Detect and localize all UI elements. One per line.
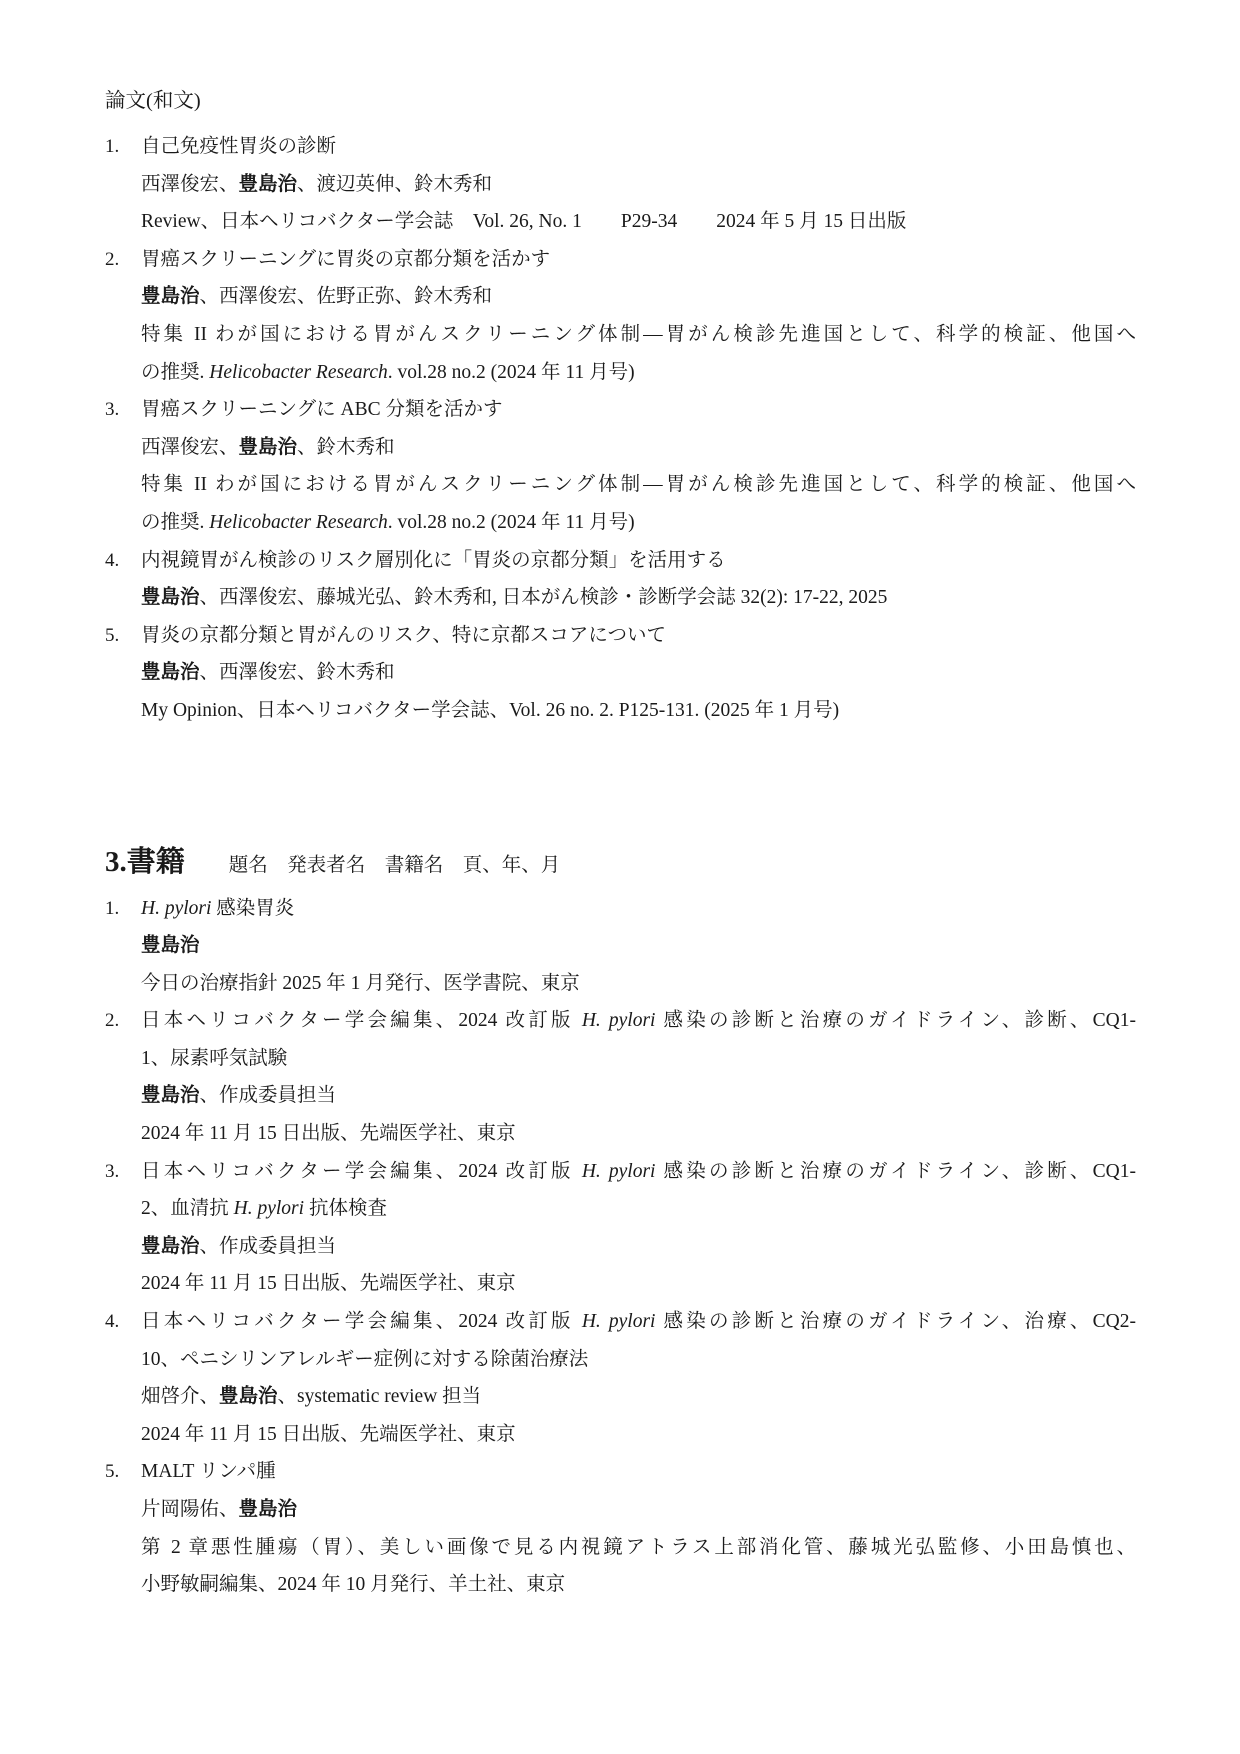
text-run: 第 2 章悪性腫瘍（胃）、美しい画像で見る内視鏡アトラス上部消化管、藤城光弘監修、小田島慎也、 (141, 1536, 1136, 1558)
text-run: 豊島治 (141, 587, 200, 609)
text-run: 、作成委員担当 (199, 1235, 337, 1257)
book-item (105, 1153, 1136, 1303)
text-run: 内視鏡胃がん検診のリスク層別化に「胃炎の京都分類」を活用する (141, 549, 726, 571)
text-run: MALT リンパ腫 (141, 1461, 276, 1483)
paper-item (105, 128, 1136, 241)
papers-section-heading: 論文(和文) (105, 90, 201, 112)
text-run: H. pylori (141, 897, 212, 919)
text-run: Helicobacter Research (209, 511, 388, 533)
item-line (141, 466, 1136, 504)
paper-item-body (141, 617, 1136, 730)
item-line (141, 1265, 1136, 1303)
item-line (141, 927, 1136, 965)
text-run: H. pylori (581, 1311, 656, 1333)
books-section (105, 842, 1136, 1604)
books-section-heading (105, 842, 1136, 882)
item-line (141, 1378, 1136, 1416)
item-number: 3. (105, 399, 120, 421)
text-run: 胃癌スクリーニングに ABC 分類を活かす (141, 399, 503, 421)
item-line (141, 203, 1136, 241)
text-run: 胃癌スクリーニングに胃炎の京都分類を活かす (141, 248, 551, 270)
item-line (141, 166, 1136, 204)
text-run: 2024 年 11 月 15 日出版、先端医学社、東京 (141, 1123, 516, 1145)
item-line (141, 692, 1136, 730)
text-run: 豊島治 (141, 1085, 200, 1107)
text-run: 2、血清抗 (141, 1198, 234, 1220)
book-item-body (141, 890, 1136, 1003)
text-run: 感染胃炎 (211, 897, 295, 919)
text-run: . vol.28 no.2 (2024 年 11 月号) (387, 361, 635, 383)
text-run: 日本ヘリコバクター学会編集、2024 改訂版 (141, 1010, 582, 1032)
book-item-body (141, 1303, 1136, 1453)
text-run: H. pylori (581, 1160, 656, 1182)
text-run: 、西澤俊宏、鈴木秀和 (199, 662, 395, 684)
text-run: 、西澤俊宏、佐野正弥、鈴木秀和 (199, 286, 493, 308)
item-line (141, 1529, 1136, 1567)
item-line (141, 1077, 1136, 1115)
paper-item (105, 391, 1136, 541)
books-heading-title: 3.書籍 (105, 845, 185, 878)
text-run: 畑啓介、 (141, 1386, 220, 1408)
text-run: My Opinion、日本ヘリコバクター学会誌、Vol. 26 no. 2. P125-131. (2025 年 1 月号) (141, 699, 840, 721)
item-line (141, 1566, 1136, 1604)
text-run: 2024 年 11 月 15 日出版、先端医学社、東京 (141, 1273, 516, 1295)
paper-item (105, 241, 1136, 391)
text-run: の推奨. (141, 511, 210, 533)
item-line (141, 128, 1136, 166)
text-run: 西澤俊宏、 (141, 436, 239, 458)
text-run: 2024 年 11 月 15 日出版、先端医学社、東京 (141, 1423, 516, 1445)
text-run: 豊島治 (141, 1235, 200, 1257)
book-item (105, 890, 1136, 1003)
text-run: 感染の診断と治療のガイドライン、診断、CQ1- (655, 1160, 1136, 1182)
paper-item-body (141, 128, 1136, 241)
item-line (141, 890, 1136, 928)
item-number: 2. (105, 248, 120, 270)
text-run: 日本ヘリコバクター学会編集、2024 改訂版 (141, 1311, 582, 1333)
paper-item-body (141, 241, 1136, 391)
item-line (141, 1491, 1136, 1529)
item-line (141, 504, 1136, 542)
item-line (141, 965, 1136, 1003)
paper-item-body (141, 542, 1136, 617)
text-run: H. pylori (581, 1010, 656, 1032)
text-run: 、systematic review 担当 (277, 1386, 482, 1408)
books-heading-columns: 題名 発表者名 書籍名 頁、年、月 (228, 854, 561, 876)
item-line (141, 1190, 1136, 1228)
text-run: 感染の診断と治療のガイドライン、治療、CQ2- (655, 1311, 1136, 1333)
item-line (141, 1002, 1136, 1040)
text-run: 、鈴木秀和 (297, 436, 395, 458)
text-run: 特集 II わが国における胃がんスクリーニング体制—胃がん検診先進国として、科学的検証、他国へ (141, 323, 1136, 345)
item-line (141, 354, 1136, 392)
book-item (105, 1002, 1136, 1152)
text-run: 小野敏嗣編集、2024 年 10 月発行、羊土社、東京 (141, 1574, 566, 1596)
item-line (141, 617, 1136, 655)
text-run: H. pylori (233, 1198, 305, 1220)
item-line (141, 278, 1136, 316)
text-run: 、渡辺英伸、鈴木秀和 (297, 173, 493, 195)
text-run: 、西澤俊宏、藤城光弘、鈴木秀和, 日本がん検診・診断学会誌 32(2): 17-22, 2025 (199, 587, 888, 609)
item-line (141, 1115, 1136, 1153)
item-number: 4. (105, 549, 120, 571)
item-line (141, 241, 1136, 279)
item-line (141, 579, 1136, 617)
book-item (105, 1453, 1136, 1603)
text-run: 片岡陽佑、 (141, 1499, 239, 1520)
item-line (141, 1416, 1136, 1454)
text-run: 日本ヘリコバクター学会編集、2024 改訂版 (141, 1160, 582, 1182)
item-line (141, 654, 1136, 692)
item-line (141, 1341, 1136, 1379)
text-run: 豊島治 (219, 1386, 278, 1408)
item-number: 1. (105, 897, 120, 919)
text-run: 胃炎の京都分類と胃がんのリスク、特に京都スコアについて (141, 624, 666, 646)
text-run: 豊島治 (238, 436, 298, 458)
text-run: 特集 II わが国における胃がんスクリーニング体制—胃がん検診先進国として、科学的検証、他国へ (141, 474, 1136, 496)
text-run: 感染の診断と治療のガイドライン、診断、CQ1- (655, 1010, 1136, 1032)
text-run: . vol.28 no.2 (2024 年 11 月号) (387, 511, 635, 533)
books-list (105, 890, 1136, 1604)
text-run: 抗体検査 (304, 1198, 387, 1220)
papers-list (105, 128, 1136, 730)
text-run: 自己免疫性胃炎の診断 (141, 136, 337, 157)
item-number: 3. (105, 1160, 120, 1182)
item-line (141, 1303, 1136, 1341)
text-run: 10、ペニシリンアレルギー症例に対する除菌治療法 (141, 1348, 589, 1370)
item-number: 5. (105, 1461, 120, 1483)
text-run: 西澤俊宏、 (141, 173, 239, 195)
book-item-body (141, 1002, 1136, 1152)
text-run: 、作成委員担当 (199, 1085, 337, 1107)
text-run: Helicobacter Research (209, 361, 388, 383)
item-line (141, 391, 1136, 429)
item-line (141, 429, 1136, 467)
papers-section (105, 86, 1136, 730)
text-run: 豊島治 (141, 935, 200, 957)
paper-item (105, 617, 1136, 730)
item-number: 5. (105, 624, 120, 646)
text-run: 豊島治 (141, 286, 200, 308)
text-run: 豊島治 (238, 173, 298, 195)
item-line (141, 1153, 1136, 1191)
text-run: 今日の治療指針 2025 年 1 月発行、医学書院、東京 (141, 972, 580, 994)
text-run: 豊島治 (141, 662, 200, 684)
paper-item-body (141, 391, 1136, 541)
item-line (141, 1228, 1136, 1266)
item-line (141, 1453, 1136, 1491)
text-run: Review、日本ヘリコバクター学会誌 Vol. 26, No. 1 P29-34 2024 年 5 月 15 日出版 (141, 211, 907, 233)
book-item (105, 1303, 1136, 1453)
text-run: の推奨. (141, 361, 210, 383)
book-item-body (141, 1453, 1136, 1603)
item-line (141, 316, 1136, 354)
item-line (141, 1040, 1136, 1078)
item-number: 1. (105, 136, 120, 157)
text-run: 豊島治 (238, 1499, 298, 1520)
paper-item (105, 542, 1136, 617)
item-line (141, 542, 1136, 580)
item-number: 4. (105, 1311, 120, 1333)
item-number: 2. (105, 1010, 120, 1032)
text-run: 1、尿素呼気試験 (141, 1047, 288, 1069)
book-item-body (141, 1153, 1136, 1303)
